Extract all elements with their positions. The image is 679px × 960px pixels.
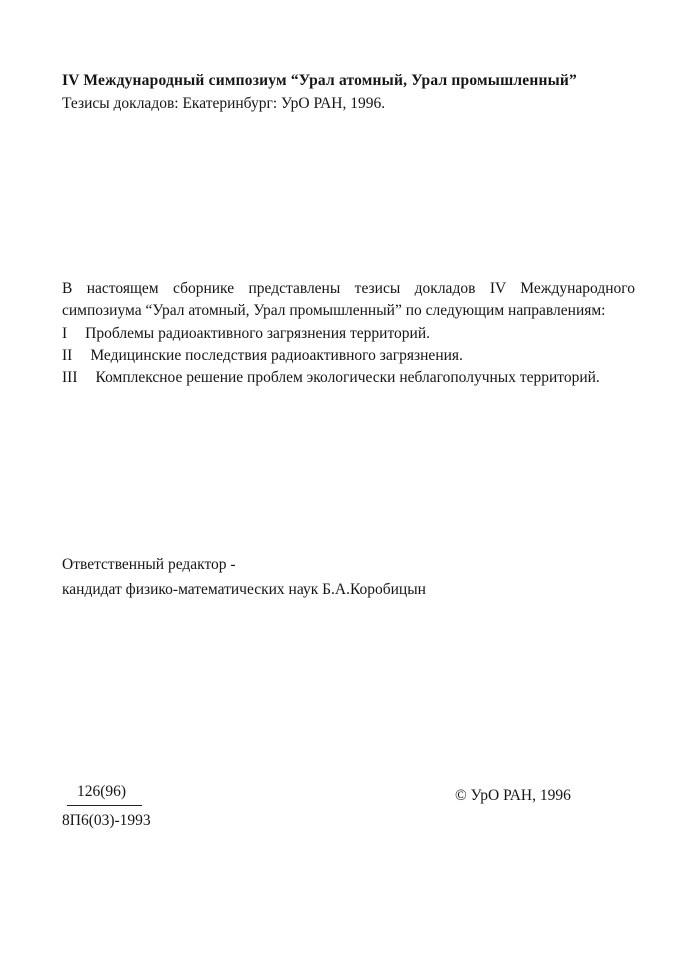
list-item-numeral: II [62, 347, 73, 364]
index-code: 126(96) [67, 780, 142, 806]
list-item [62, 345, 635, 367]
list-item [62, 367, 635, 389]
abstract-block [62, 278, 635, 389]
list-item-text: Проблемы радиоактивного загрязнения территорий. [85, 325, 430, 342]
list-item-numeral: III [62, 369, 78, 386]
bbk-code: 8П6(03)-1993 [62, 812, 151, 829]
list-item-text: Комплексное решение проблем экологически неблагополучных территорий. [95, 369, 600, 386]
symposium-title: IV Международный симпозиум “Урал атомный, Урал промышленный” [62, 72, 577, 89]
editor-block [62, 552, 635, 602]
copyright-notice: © УрО РАН, 1996 [455, 787, 571, 804]
title-block [62, 70, 635, 115]
editor-name: кандидат физико-математических наук Б.А.Коробицын [62, 581, 426, 598]
editor-role: Ответственный редактор - [62, 556, 236, 573]
catalog-codes [62, 780, 151, 833]
publication-info: Тезисы докладов: Екатеринбург: УрО РАН, 1996. [62, 94, 386, 112]
abstract-intro: В настоящем сборнике представлены тезисы докладов IV Международного симпозиума “Урал атомный, Урал промышленный” по следующим направлениям: [62, 280, 635, 319]
list-item-numeral: I [62, 325, 68, 342]
list-item-text: Медицинские последствия радиоактивного загрязнения. [90, 347, 463, 364]
list-item [62, 323, 635, 345]
